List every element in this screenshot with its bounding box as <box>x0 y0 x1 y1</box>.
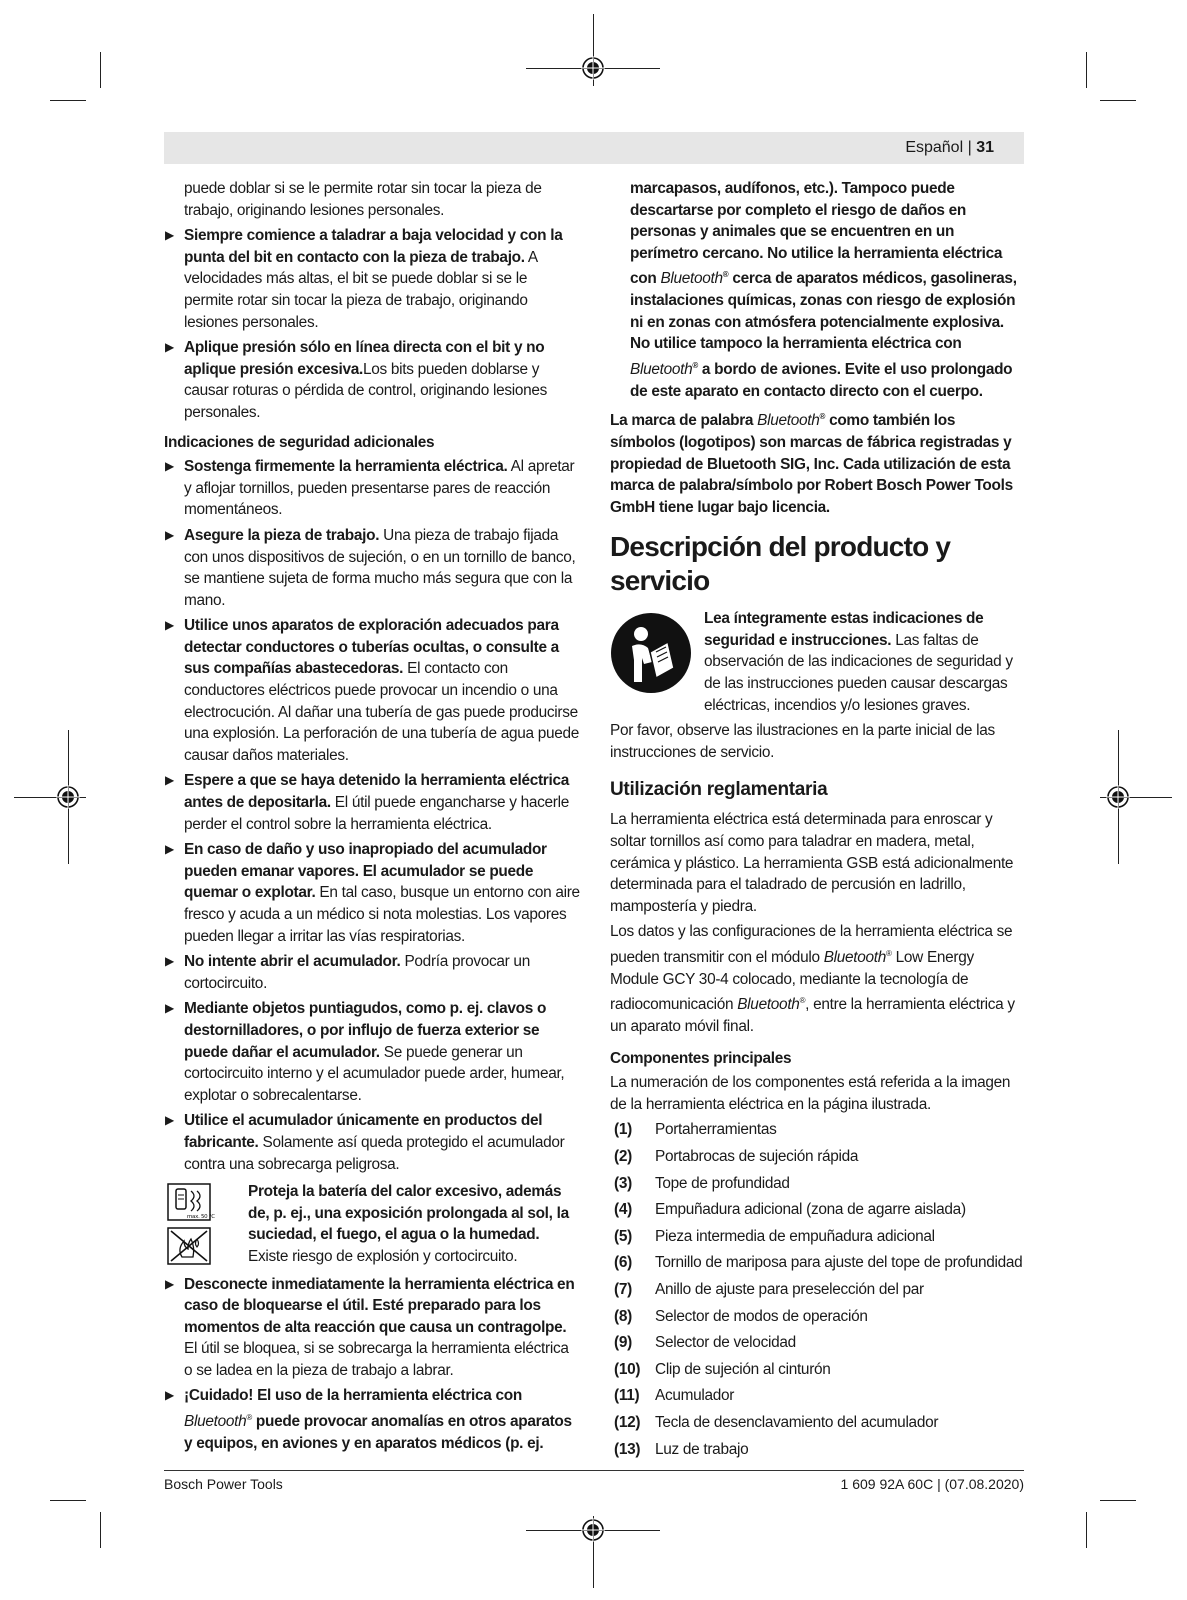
intended-use-heading: Utilización reglamentaria <box>610 779 828 801</box>
section-title: Descripción del producto y servicio <box>610 531 951 597</box>
header-text <box>905 139 994 157</box>
component-item: (9) Selector de velocidad <box>614 1334 796 1352</box>
components-heading: Componentes principales <box>610 1049 792 1067</box>
component-item: (12) Tecla de desenclavamiento del acumulador <box>614 1413 939 1431</box>
intended-use-text: La herramienta eléctrica está determinada para enroscar y soltar tornillos así como para taladrar en madera, metal, cerámica y plástico. La herramienta GSB está adicionalmente determinada para el taladrado de percusión en ladrillo, mampostería y piedra. <box>610 811 1014 915</box>
safety-bullet: ▶ Utilice unos aparatos de exploración adecuados para detectar conductores o tuberías ocultas, o consulte a sus compañías abastecedoras. El contacto con conductores eléctricos puede provocar un incendio o una electrocución. Al dañar una tubería de gas puede producirse una explosión. La perforación de una tubería de agua puede causar daños materiales. <box>164 615 580 766</box>
crop-mark <box>100 1512 101 1548</box>
crop-mark <box>1086 52 1087 88</box>
component-item: (6) Tornillo de mariposa para ajuste del tope de profundidad <box>614 1254 1023 1272</box>
registration-target-icon <box>581 56 605 80</box>
component-item: (11) Acumulador <box>614 1387 735 1405</box>
safety-bullet: ▶ No intente abrir el acumulador. Podría provocar un cortocircuito. <box>164 951 580 994</box>
components-intro: La numeración de los componentes está referida a la imagen de la herramienta eléctrica en la página ilustrada. <box>610 1074 1011 1113</box>
component-item: (3) Tope de profundidad <box>614 1174 790 1192</box>
safety-bullet: ▶ Utilice el acumulador únicamente en productos del fabricante. Solamente así queda protegido el acumulador contra una sobrecarga peligrosa. <box>164 1110 580 1175</box>
crop-mark <box>1100 1500 1136 1501</box>
safety-bullet: ▶ Aplique presión sólo en línea directa con el bit y no aplique presión excesiva.Los bits pueden doblarse y causar roturas o pérdida de control, originando lesiones personales. <box>164 337 580 423</box>
crop-mark <box>50 1500 86 1501</box>
battery-warning <box>164 1181 580 1267</box>
battery-warning-text: Proteja la batería del calor excesivo, además de, p. ej., una exposición prolongada al sol, la suciedad, el fuego, el agua o la humedad. Existe riesgo de explosión y cortocircuito. <box>248 1183 569 1265</box>
components-list <box>610 1119 1024 1460</box>
registration-target-icon <box>1106 785 1130 809</box>
registration-target-icon <box>581 1518 605 1542</box>
safety-bullet: ▶ Siempre comience a taladrar a baja velocidad y con la punta del bit en contacto con la pieza de trabajo. A velocidades más altas, el bit se puede doblar si se le permite rotar sin tocar la pieza de trabajo, originando lesiones personales. <box>164 225 580 333</box>
component-item: (7) Anillo de ajuste para preselección del par <box>614 1280 924 1298</box>
right-column <box>610 178 1024 1465</box>
safety-bullet: ▶ En caso de daño y uso inapropiado del acumulador pueden emanar vapores. El acumulador se puede quemar o explotar. En tal caso, busque un entorno con aire fresco y acuda a un médico si nota molestias. Los vapores pueden llegar a irritar las vías respiratorias. <box>164 839 580 947</box>
bluetooth-warning-bullet: ▶ ¡Cuidado! El uso de la herramienta eléctrica con Bluetooth® puede provocar anomalías en otros aparatos y equipos, en aviones y en aparatos médicos (p. ej. <box>164 1385 580 1454</box>
footer-doc-id: 1 609 92A 60C | (07.08.2020) <box>840 1476 1024 1492</box>
crop-mark <box>100 52 101 88</box>
header-separator: | <box>967 139 977 156</box>
battery-warning-icons <box>167 1183 213 1271</box>
component-item: (1) Portaherramientas <box>614 1121 777 1139</box>
page-number: 31 <box>976 139 994 156</box>
read-manual-icon <box>610 612 692 694</box>
component-item: (8) Selector de modos de operación <box>614 1307 868 1325</box>
safety-bullet: ▶ Sostenga firmemente la herramienta eléctrica. Al apretar y aflojar tornillos, pueden presentarse pares de reacción momentáneos. <box>164 456 580 521</box>
safety-bullet: ▶ Desconecte inmediatamente la herramienta eléctrica en caso de bloquearse el útil. Esté preparado para los momentos de alta reacción que causa un contragolpe. El útil se bloquea, si se sobrecarga la herramienta eléctrica o se ladea en la pieza de trabajo a labrar. <box>164 1274 580 1382</box>
crop-mark <box>50 100 86 101</box>
bluetooth-warning-continued: marcapasos, audífonos, etc.). Tampoco puede descartarse por completo el riesgo de daños en personas y animales que se encuentren en un perímetro cercano. No utilice la herramienta eléctrica con Bluetooth® cerca de aparatos médicos, gasolineras, instalaciones químicas, zonas con riesgo de explosión ni en zonas con atmósfera potencialmente explosiva. No utilice tampoco la herramienta eléctrica con Bluetooth® a bordo de aviones. Evite el uso prolongado de este aparato en contacto directo con el cuerpo. <box>630 180 1017 400</box>
component-item: (2) Portabrocas de sujeción rápida <box>614 1148 859 1165</box>
battery-heat-icon <box>167 1183 215 1221</box>
header-language: Español <box>905 139 964 156</box>
component-item: (4) Empuñadura adicional (zona de agarre aislada) <box>614 1201 966 1219</box>
read-instructions-text: Lea íntegramente estas indicaciones de seguridad e instrucciones. Las faltas de observación de las indicaciones de seguridad y de las instrucciones pueden causar descargas eléctricas, incendios y/o lesiones graves. <box>704 610 1013 714</box>
left-column <box>164 178 580 1458</box>
component-item: (5) Pieza intermedia de empuñadura adicional <box>614 1227 935 1245</box>
component-item: (10) Clip de sujeción al cinturón <box>614 1360 831 1378</box>
bluetooth-data-text: Los datos y las configuraciones de la herramienta eléctrica se pueden transmitir con el módulo Bluetooth® Low Energy Module GCY 30-4 colocado, mediante la tecnología de radiocomunicación Bluetooth®, entre la herramienta eléctrica y un aparato móvil final. <box>610 923 1015 1036</box>
battery-fire-water-icon <box>167 1227 211 1265</box>
illustrations-note: Por favor, observe las ilustraciones en la parte inicial de las instrucciones de servicio. <box>610 722 995 761</box>
safety-bullet: ▶ Asegure la pieza de trabajo. Una pieza de trabajo fijada con unos dispositivos de sujeción, o en un tornillo de banco, se mantiene sujeta de forma mucho más segura que con la mano. <box>164 525 580 611</box>
read-instructions-block <box>610 608 1024 716</box>
battery-max-temp-label: max. 50 °C <box>187 1214 215 1221</box>
registration-target-icon <box>56 785 80 809</box>
crop-mark <box>1100 100 1136 101</box>
footer-rule <box>164 1470 1024 1471</box>
safety-bullet: ▶ Espere a que se haya detenido la herramienta eléctrica antes de depositarla. El útil puede engancharse y hacerle perder el control sobre la herramienta eléctrica. <box>164 770 580 835</box>
safety-bullet: ▶ Mediante objetos puntiagudos, como p. ej. clavos o destornilladores, o por influjo de fuerza exterior se puede dañar el acumulador. Se puede generar un cortocircuito interno y el acumulador puede arder, humear, explotar o sobrecalentarse. <box>164 998 580 1106</box>
bluetooth-trademark-note: La marca de palabra Bluetooth® como también los símbolos (logotipos) son marcas de fábrica registradas y propiedad de Bluetooth SIG, Inc. Cada utilización de esta marca de palabra/símbolo por Robert Bosch Power Tools GmbH tiene lugar bajo licencia. <box>610 412 1013 516</box>
page-header <box>164 132 1024 164</box>
continued-text: puede doblar si se le permite rotar sin tocar la pieza de trabajo, originando lesiones personales. <box>184 180 542 219</box>
additional-safety-heading: Indicaciones de seguridad adicionales <box>164 433 435 451</box>
footer-brand: Bosch Power Tools <box>164 1476 283 1492</box>
component-item: (13) Luz de trabajo <box>614 1440 749 1458</box>
crop-mark <box>1086 1512 1087 1548</box>
